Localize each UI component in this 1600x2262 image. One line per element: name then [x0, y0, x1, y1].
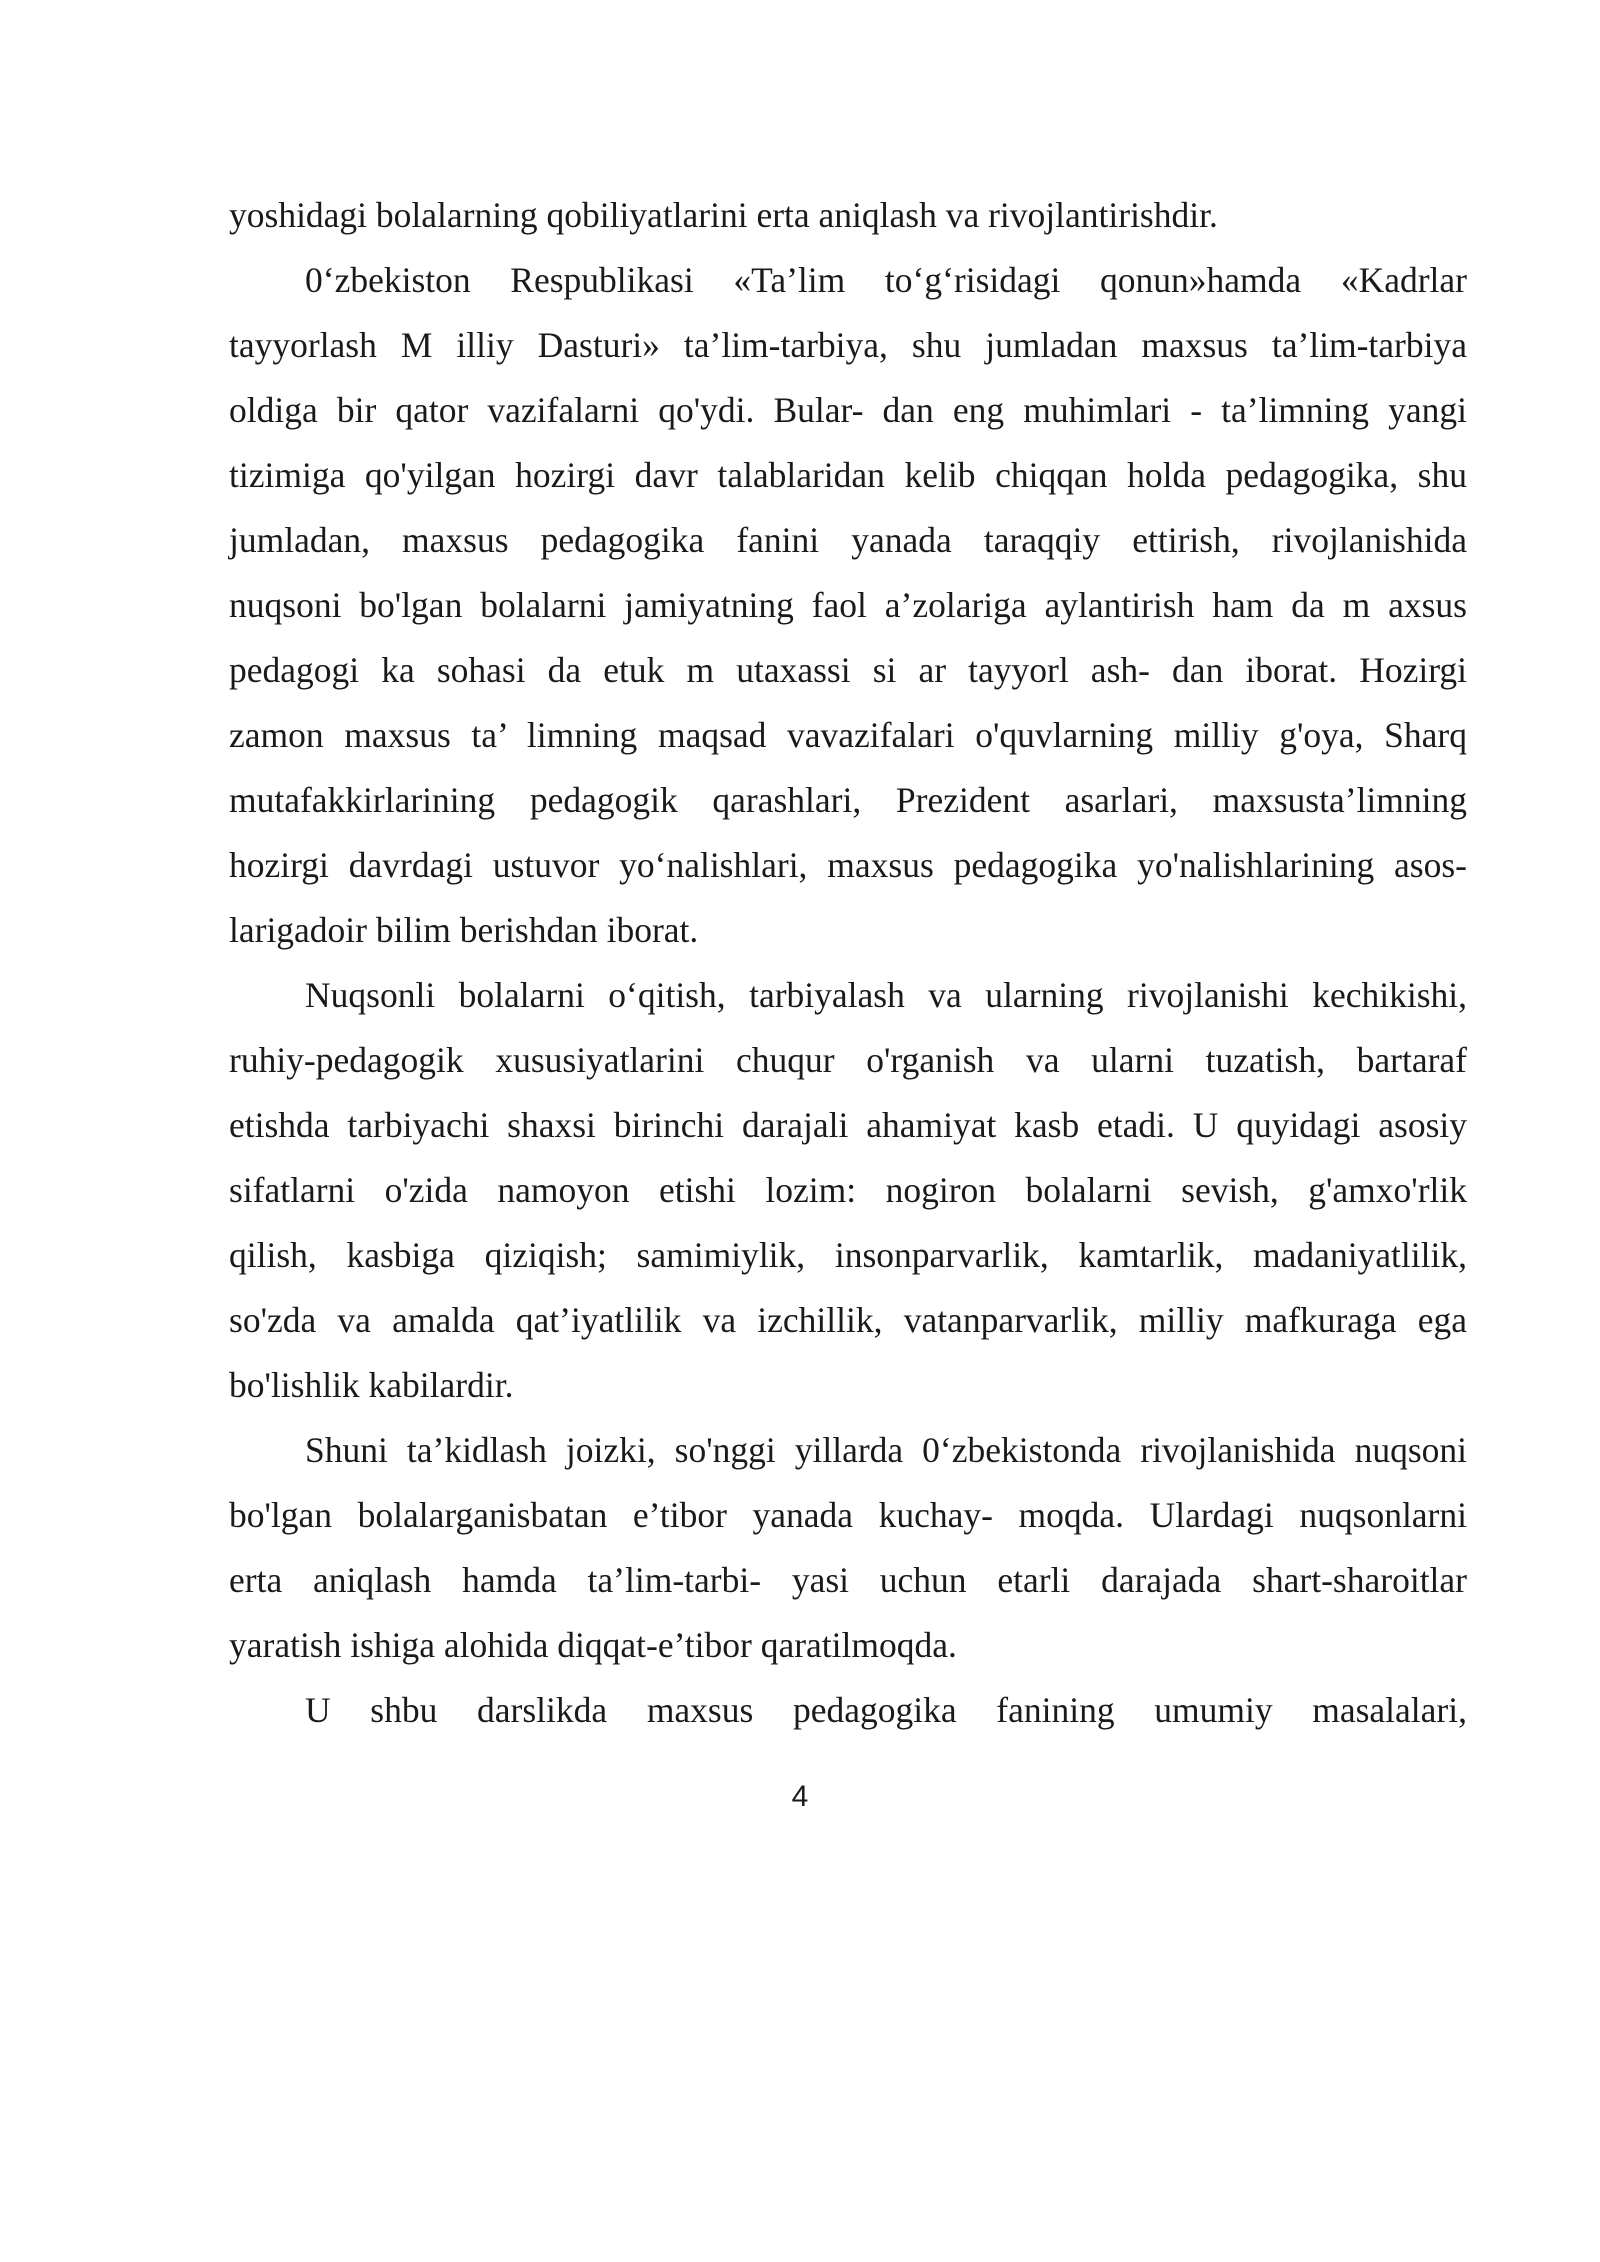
text-line: zamon maxsus ta’ limning maqsad vavazifalari o'quvlarning milliy g'oya, Sharq: [229, 715, 1467, 755]
text-line: yaratish ishiga alohida diqqat-e’tibor qaratilmoqda.: [229, 1625, 957, 1665]
text-line: etishda tarbiyachi shaxsi birinchi darajali ahamiyat kasb etadi. U quyidagi asosiy: [229, 1105, 1467, 1145]
text-line: oldiga bir qator vazifalarni qo'ydi. Bular- dan eng muhimlari - ta’limning yangi: [229, 390, 1467, 430]
text-line: hozirgi davrdagi ustuvor yo‘nalishlari, maxsus pedagogika yo'nalishlarining asos-: [229, 845, 1467, 885]
text-line: tayyorlash M illiy Dasturi» ta’lim-tarbiya, shu jumladan maxsus ta’lim-tarbiya: [229, 325, 1467, 365]
text-line: erta aniqlash hamda ta’lim-tarbi- yasi uchun etarli darajada shart-sharoitlar: [229, 1560, 1467, 1600]
text-line: bo'lishlik kabilardir.: [229, 1365, 514, 1405]
text-line: qilish, kasbiga qiziqish; samimiylik, insonparvarlik, kamtarlik, madaniyatlilik,: [229, 1235, 1467, 1275]
text-line: Nuqsonli bolalarni o‘qitish, tarbiyalash va ularning rivojlanishi kechikishi,: [305, 975, 1467, 1015]
text-line: bo'lgan bolalarganisbatan e’tibor yanada kuchay- moqda. Ulardagi nuqsonlarni: [229, 1495, 1467, 1535]
text-line: nuqsoni bo'lgan bolalarni jamiyatning faol a’zolariga aylantirish ham da m axsus: [229, 585, 1467, 625]
page-number: 4: [791, 1780, 809, 1813]
text-line: so'zda va amalda qat’iyatlilik va izchillik, vatanparvarlik, milliy mafkuraga ega: [229, 1300, 1467, 1340]
text-line: pedagogi ka sohasi da etuk m utaxassi si ar tayyorl ash- dan iborat. Hozirgi: [229, 650, 1467, 690]
text-line: sifatlarni o'zida namoyon etishi lozim: nogiron bolalarni sevish, g'amxo'rlik: [229, 1170, 1467, 1210]
text-line: tizimiga qo'yilgan hozirgi davr talablaridan kelib chiqqan holda pedagogika, shu: [229, 455, 1467, 495]
text-line: Shuni ta’kidlash joizki, so'nggi yillarda 0‘zbekistonda rivojlanishida nuqsoni: [305, 1430, 1467, 1470]
text-line: 0‘zbekiston Respublikasi «Ta’lim to‘g‘risidagi qonun»hamda «Kadrlar: [305, 260, 1467, 300]
text-line: yoshidagi bolalarning qobiliyatlarini erta aniqlash va rivojlantirishdir.: [229, 195, 1218, 235]
text-line: U shbu darslikda maxsus pedagogika fanining umumiy masalalari,: [305, 1690, 1467, 1730]
text-line: ruhiy-pedagogik xususiyatlarini chuqur o'rganish va ularni tuzatish, bartaraf: [229, 1040, 1467, 1080]
body-text: [229, 183, 1467, 1743]
text-line: jumladan, maxsus pedagogika fanini yanada taraqqiy ettirish, rivojlanishida: [229, 520, 1467, 560]
text-line: mutafakkirlarining pedagogik qarashlari, Prezident asarlari, maxsusta’limning: [229, 780, 1467, 820]
text-line: larigadoir bilim berishdan iborat.: [229, 910, 699, 950]
